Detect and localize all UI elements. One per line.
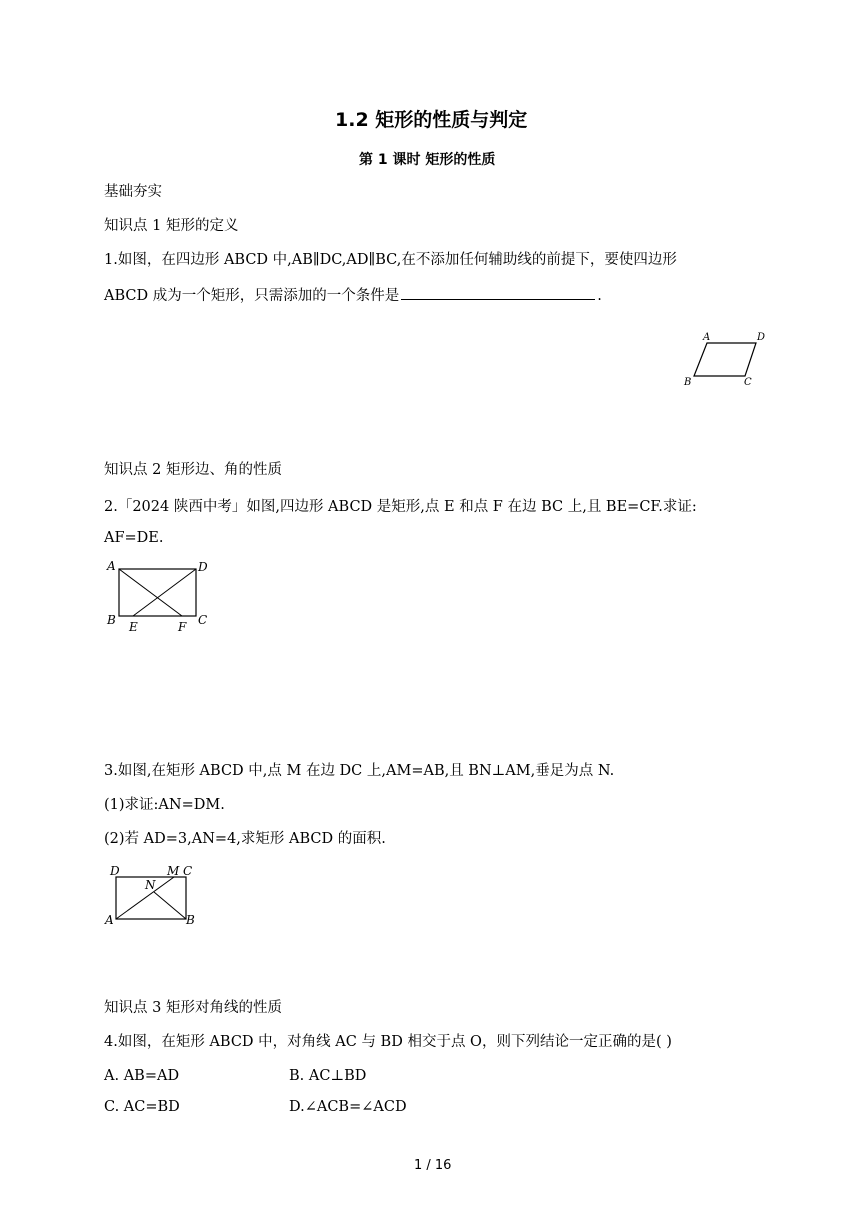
- fig1-label-a: A: [703, 332, 711, 343]
- question-2-line-2: AF=DE.: [104, 530, 164, 546]
- fig2-label-a: A: [107, 559, 116, 573]
- question-1-line-2: [104, 285, 602, 305]
- fig2-label-f: F: [178, 620, 187, 634]
- fig2-label-e: E: [129, 620, 138, 634]
- fig3-label-n: N: [145, 878, 156, 892]
- fig3-label-b: B: [186, 913, 195, 927]
- fig2-label-d: D: [198, 560, 208, 574]
- knowledge-point-3: 知识点 3 矩形对角线的性质: [104, 1000, 282, 1016]
- answer-blank[interactable]: [401, 285, 595, 300]
- rectangle-figure-q2: [102, 558, 217, 636]
- question-3-line-1: 3.如图,在矩形 ABCD 中,点 M 在边 DC 上,AM=AB,且 BN⊥AM,垂足为点 N.: [104, 763, 615, 779]
- q4-option-b[interactable]: B. AC⊥BD: [289, 1068, 367, 1084]
- knowledge-point-2: 知识点 2 矩形边、角的性质: [104, 462, 282, 478]
- page-title: 1.2 矩形的性质与判定: [335, 109, 528, 131]
- fig3-label-a: A: [105, 913, 114, 927]
- fig1-label-c: C: [744, 377, 752, 388]
- knowledge-point-1: 知识点 1 矩形的定义: [104, 218, 239, 234]
- q4-option-a[interactable]: A. AB=AD: [104, 1068, 180, 1084]
- fig2-label-c: C: [198, 613, 208, 627]
- q4-option-d[interactable]: D.∠ACB=∠ACD: [289, 1099, 407, 1115]
- fig1-label-d: D: [757, 332, 766, 343]
- fig2-label-b: B: [107, 613, 116, 627]
- question-1-line-2-end: .: [597, 288, 602, 304]
- question-2-line-1: 2.「2024 陕西中考」如图,四边形 ABCD 是矩形,点 E 和点 F 在边 BC 上,且 BE=CF.求证:: [104, 499, 697, 515]
- parallelogram-figure: [680, 328, 770, 390]
- q4-option-c[interactable]: C. AC=BD: [104, 1099, 180, 1115]
- fig3-label-d: D: [110, 864, 120, 878]
- fig3-label-c: C: [183, 864, 193, 878]
- fig1-label-b: B: [684, 377, 692, 388]
- question-3-part-1: (1)求证:AN=DM.: [104, 797, 225, 813]
- page-number: 1 / 16: [414, 1158, 452, 1173]
- fig3-label-m: M: [167, 864, 180, 878]
- question-1-line-1: 1.如图，在四边形 ABCD 中,AB∥DC,AD∥BC,在不添加任何辅助线的前提下，要使四边形: [104, 252, 677, 268]
- section-heading: 基础夯实: [104, 184, 162, 200]
- question-1-line-2-text: ABCD 成为一个矩形，只需添加的一个条件是: [104, 288, 400, 304]
- lesson-subtitle: 第 1 课时 矩形的性质: [359, 152, 496, 168]
- question-3-part-2: (2)若 AD=3,AN=4,求矩形 ABCD 的面积.: [104, 831, 386, 847]
- rectangle-figure-q3: [102, 862, 202, 930]
- question-4-stem: 4.如图，在矩形 ABCD 中，对角线 AC 与 BD 相交于点 O，则下列结论一定正确的是( ): [104, 1034, 672, 1050]
